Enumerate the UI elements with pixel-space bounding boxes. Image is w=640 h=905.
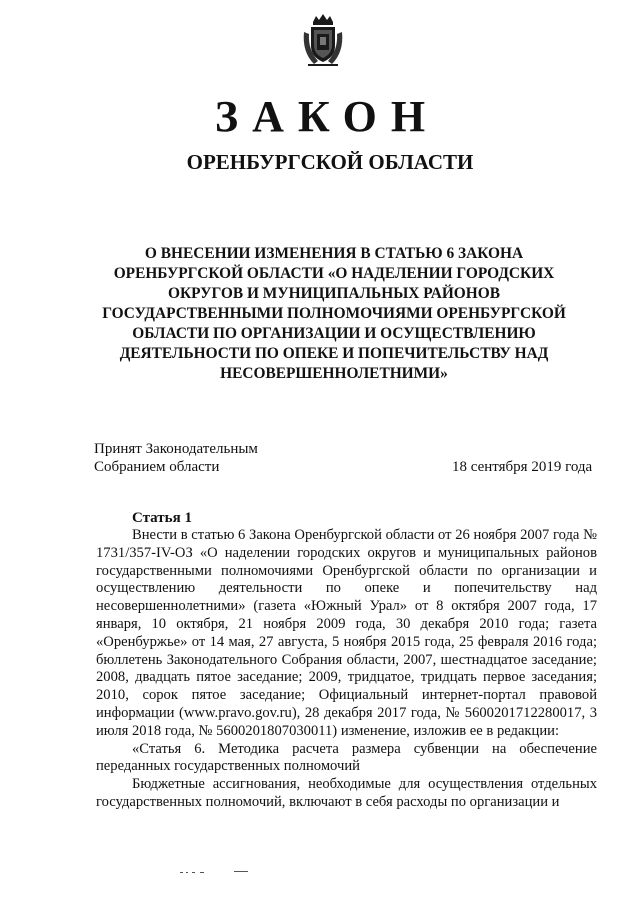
subject-line: О ВНЕСЕНИИ ИЗМЕНЕНИЯ В СТАТЬЮ 6 ЗАКОНА [144, 245, 524, 262]
article-heading: Статья 1 [132, 510, 192, 526]
adoption-note [94, 440, 258, 476]
article-paragraph-2: «Статья 6. Методика расчета размера субвенции на обеспечение переданных государственных полномочий [96, 740, 597, 775]
article-body [96, 527, 597, 812]
scan-artifact-marks [180, 868, 260, 878]
adoption-line-1: Принят Законодательным [94, 441, 258, 457]
law-title: ЗАКОН [214, 92, 440, 141]
article-paragraph-3: Бюджетные ассигнования, необходимые для осуществления отдельных государственных полномочий, включают в себя расходы по организации и [96, 776, 597, 810]
subject-line: ОБЛАСТИ ПО ОРГАНИЗАЦИИ И ОСУЩЕСТВЛЕНИЮ [132, 325, 536, 342]
subject-line: ГОСУДАРСТВЕННЫМИ ПОЛНОМОЧИЯМИ ОРЕНБУРГСКОЙ [102, 305, 566, 322]
law-subject-title [100, 244, 568, 384]
subject-line: ОРЕНБУРГСКОЙ ОБЛАСТИ «О НАДЕЛЕНИИ ГОРОДСКИХ [113, 265, 555, 282]
subject-line: ОКРУГОВ И МУНИЦИПАЛЬНЫХ РАЙОНОВ [168, 285, 500, 302]
coat-of-arms-icon [300, 12, 346, 68]
article-paragraph-1: Внести в статью 6 Закона Оренбургской области от 26 ноября 2007 года № 1731/357-IV-ОЗ «О наделении городских округов и муниципальных районов государственными полномочиями Оренбургской области по организации и осуществлению деятельности по опеке и попечительству над несовершеннолетними» (газета «Южный Урал» от 8 октября 2007 года, 17 января, 10 октября, 21 ноября 2009 года, 30 декабря 2010 года; газета «Оренбуржье» от 14 мая, 27 августа, 5 ноября 2015 года, 25 февраля 2016 года; бюллетень Законодательного Собрания области, 2007, шестнадцатое заседание; 2008, двадцать пятое заседание; 2009, тридцатое, тридцать первое заседания; 2010, сорок пятое заседание; Официальный интернет-портал правовой информации (www.pravo.gov.ru), 28 декабря 2017 года, № 5600201712280017, 3 июля 2018 года, № 5600201807030011) изменение, изложив ее в редакции: [96, 527, 597, 739]
subject-line: ДЕЯТЕЛЬНОСТИ ПО ОПЕКЕ И ПОПЕЧИТЕЛЬСТВУ НАД [119, 345, 549, 362]
adoption-date: 18 сентября 2019 года [452, 459, 593, 475]
region-title: ОРЕНБУРГСКОЙ ОБЛАСТИ [186, 150, 474, 174]
subject-line: НЕСОВЕРШЕННОЛЕТНИМИ» [220, 365, 448, 382]
adoption-line-2: Собранием области [94, 459, 220, 475]
